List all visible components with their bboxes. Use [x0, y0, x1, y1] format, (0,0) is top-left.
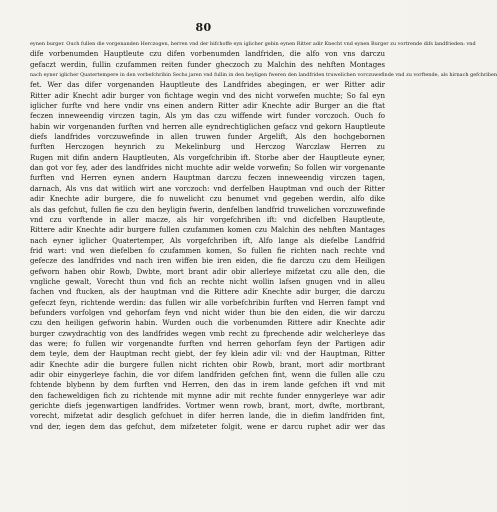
text-line: vnd der, iegen dem das gefchut, dem mifzeteter folgit, wene er darcu ruphet adir wer das	[30, 421, 385, 431]
text-line: vngliche gewalt, Vorecht thun vnd fich an rechte nicht wollin lafsen gnugen vnd in alleu	[30, 276, 385, 286]
text-line: dem teyle, dem der Hauptman recht giebt, der fey klein adir vil: vnd der Hauptman, Ritter	[30, 349, 385, 359]
text-line: iglicher furfte vnd here vndir vns einen andern Ritter adir Knechte adir Burger an die ftat	[30, 101, 385, 111]
text-line: fet. Wer das difer vorgenanden Hauptleute des Landfrides abegingen, er wer Ritter adir	[30, 80, 385, 90]
text-line: gefecze des landfrides vnd nach iren wiffen bie iren eiden, die fie darczu czu dem Heiligen	[30, 256, 385, 266]
text-line: befunders vorfolgen vnd gehorfam feyn vnd nicht wider thun bie den eiden, die wir darczu	[30, 307, 385, 317]
text-line: gefeczt feyn, richtende werdin: das fullen wir alle vorbefchribin furften vnd Herren fampt vnd	[30, 297, 385, 307]
text-line: Ritter adir Knecht adir burger von fichtage wegin vnd des nicht vorwefen muchte; So fal eyn	[30, 90, 385, 100]
text-line: adir Knechte adir die burgere fullen nicht richten obir Rowb, brant, mort adir mortbrant	[30, 359, 385, 369]
text-line: furften Herczogen heynrich zu Mekelinburg und Herczog Warczlaw Herren zu	[30, 142, 385, 152]
text-line: Rugen mit difin andern Hauptleuten, Als vorgefchribin ift. Storbe aber der Hauptleute eyner,	[30, 152, 385, 162]
text-line: dife vorbenumden Hauptleute czu difen vorbenumden landfriden, die alfo von vns darczu	[30, 49, 385, 59]
text-line: adir obir einygerleye fachin, die vor difem landfriden gefchen fint, wenn die fullen alle czu	[30, 370, 385, 379]
text-line: frid wart: vnd wen diefelben fo czufammen komen, So fullen fie richten nach rechte vnd	[30, 245, 385, 255]
text-line: habin wir vorgenanden furften vnd herren alle eyndrechtiglichen gefacz vnd gekorn Hauptleute	[30, 121, 385, 131]
text-line: adir Knechte adir burgere, die fo nuwelicht czu benumet vnd gegeben werdin, alfo dike	[30, 194, 385, 204]
text-line: das were; fo fullen wir vorgenandte furften vnd herren gehorfam feyn der Partigen adir	[30, 338, 385, 348]
text-line: fachen vnd ftucken, als der hauptman vnd die Rittere adir Knechte adir burger, die darczu	[30, 287, 385, 297]
text-line: eynen burger. Ouch fullen die vorgenanden Herczogen, herren vnd der bifchoffe eyn iglicher gebin eynen Ritter adir Knecht vnd eynen Burger zu vortrende difs landfrieden: vnd	[30, 41, 476, 47]
text-line: fchtende blybenn by dem furften vnd Herren, den das in irem lande gefchen ift vnd mit	[30, 380, 385, 390]
text-line: diefs landfrides vorczuwefinde in allen truwen funder Argelift, Als den hochgebornen	[30, 132, 385, 142]
text-line: dan got vor fey, ader des landfrides nicht muchte adir welde vorwefin; So follen wir vorgenante	[30, 163, 385, 173]
text-line: darnach, Als vns dat witlich wirt ane vorczoch: vnd derfelben Hauptman vnd ouch der Ritter	[30, 183, 385, 193]
text-line: gerichte diefs jegenwartigen landfrides. Vortmer wenn rowb, brant, mort, dwfte, mortbrant,	[30, 401, 385, 411]
text-line: feczen inneweendig virczen tagin, Als ym das czu wiffende wirt funder vorczoch. Ouch fo	[30, 111, 385, 121]
body-text	[30, 39, 497, 432]
text-line: den facheweldigen fich zu richtende mit mynne adir mit rechte funder ennygerleye war adir	[30, 390, 385, 400]
text-line: vorecht, mifzetat adir desglich gefchuet in difer herren lande, die in diefim landfriden fint,	[30, 411, 385, 421]
text-line: als das gefchut, fullen fie czu den heyligin fwerin, denfelben landfrid truwelichen vorczuwefinde	[30, 204, 385, 214]
text-line: burger czwydrachtig von des landfrides wegen vmb recht zu fprechende adir welcherleye das	[30, 328, 385, 338]
text-line: Rittere adir Knechte adir burgere fullen czufammen komen czu Malchin des nehften Mantages	[30, 225, 385, 235]
text-line: furften vnd Herren eynen andern Hauptman darczu feczen inneweendig virczen tagen,	[30, 173, 385, 183]
text-line: czu den heiligen gefworin habin. Wurden ouch die vorbenumden Rittere adir Knechte adir	[30, 318, 385, 328]
page-number: 80	[195, 21, 212, 34]
text-line: vnd czu vorftende in aller macze, als hir vorgefchriben ift: vnd dicfelben Hauptleute,	[30, 214, 385, 224]
text-line: gefaczt werdin, fullin czufammen reiten funder gheczoch zu Malchin des nehften Montages	[30, 59, 385, 69]
text-line: nach eyner iglicher Quatertempere in den vorbefchribin Sechs jaren vnd fullin in den heyligen fweren den landfriden truwelichen vorczuwefinde vnd zu vorftende, als hirnach gefchriben	[30, 72, 497, 79]
text-line: gefworn haben obir Rowb, Dwbte, mort brant adir obir allerleye mifzetat czu alle den, die	[30, 266, 385, 276]
text-line: nach eyner iglicher Quatertemper, Als vorgefchriben ift, Alfo lange als diefelbe Landfrid	[30, 235, 385, 245]
